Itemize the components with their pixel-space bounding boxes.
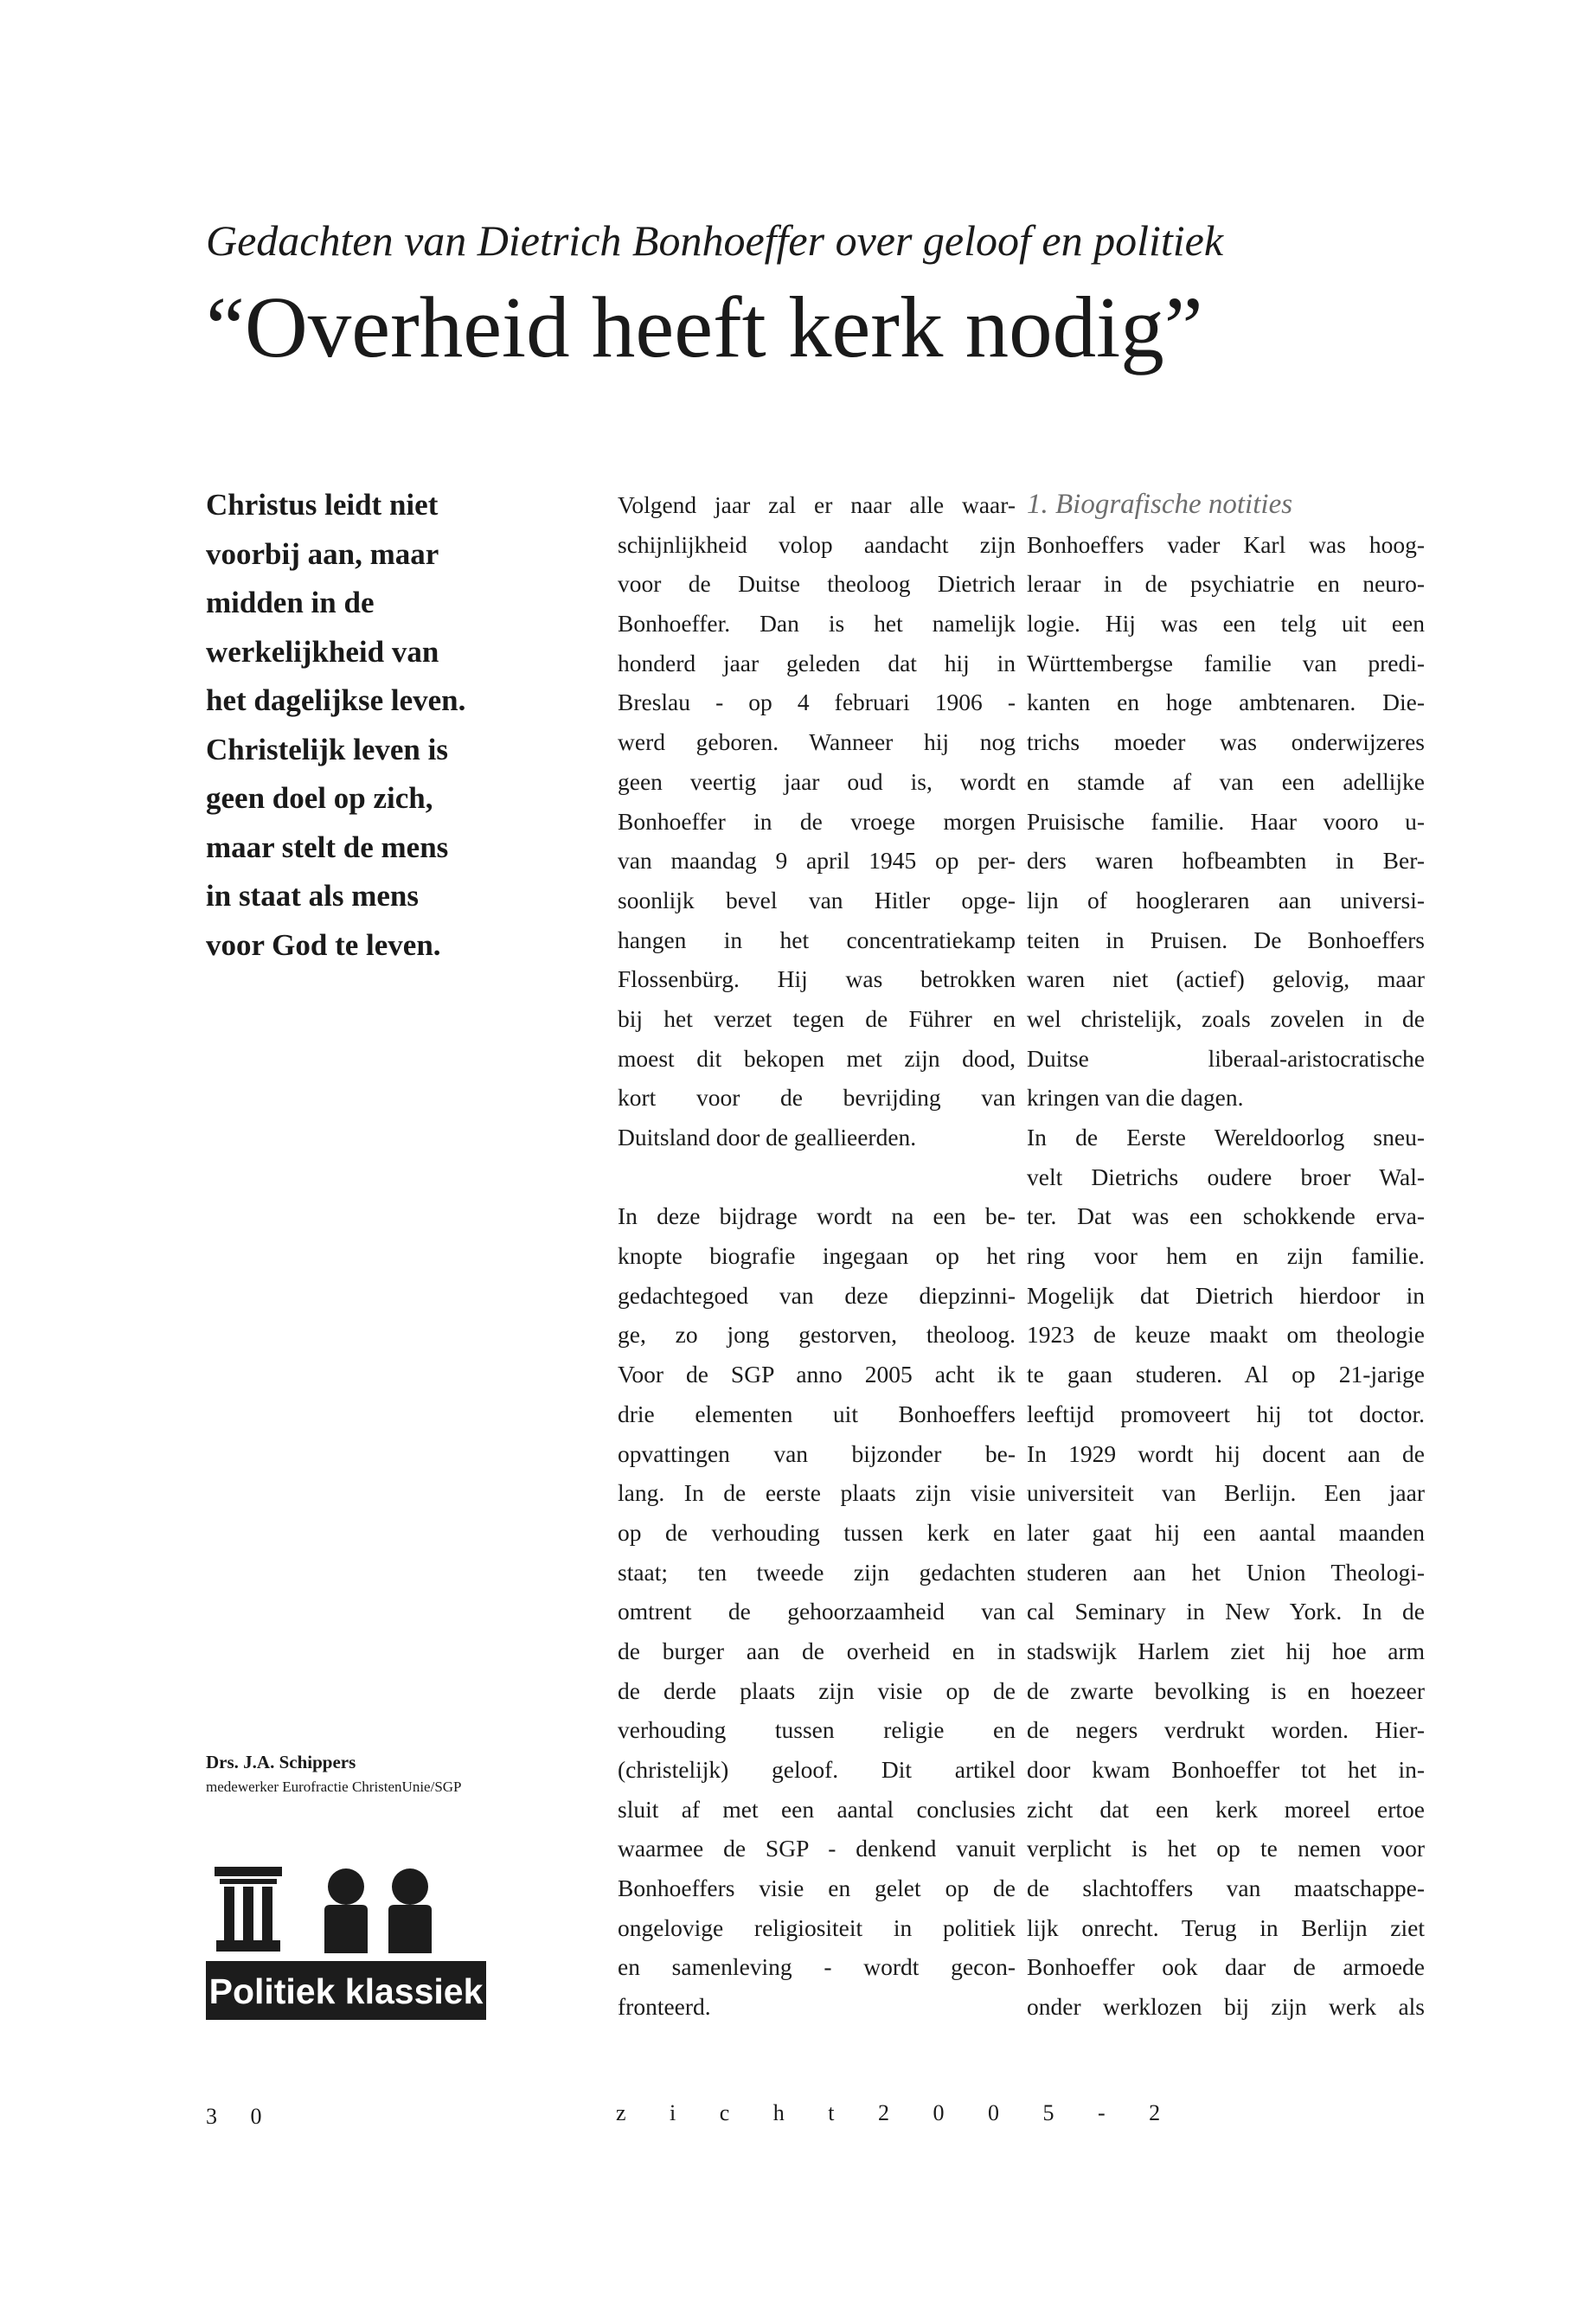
body-line: Bonhoeffers visie en gelet op de <box>618 1875 1016 1902</box>
body-line: verplicht is het op te nemen voor <box>1027 1835 1425 1862</box>
author-role: medewerker Eurofractie ChristenUnie/SGP <box>206 1779 462 1795</box>
body-line: van maandag 9 april 1945 op per- <box>618 847 1016 875</box>
body-line: geen veertig jaar oud is, wordt <box>618 767 1016 795</box>
body-line: moest dit bekopen met zijn dood, <box>618 1044 1016 1072</box>
body-line: trichs moeder was onderwijzeres <box>1027 728 1425 756</box>
pull-quote-line: geen doel op zich, <box>206 781 433 815</box>
page-number: 3 0 <box>206 2104 276 2129</box>
body-line: kanten en hoge ambtenaren. Die- <box>1027 689 1425 716</box>
body-line: Bonhoeffer ook daar de armoede <box>1027 1953 1425 1981</box>
body-line: kort voor de bevrijding van <box>618 1084 1016 1112</box>
pull-quote-line: het dagelijkse leven. <box>206 683 466 717</box>
pull-quote-line: maar stelt de mens <box>206 830 449 864</box>
body-line: Flossenbürg. Hij was betrokken <box>618 965 1016 993</box>
body-line: Bonhoeffer. Dan is het namelijk <box>618 610 1016 638</box>
paragraph-gap <box>618 1157 1016 1197</box>
body-line: voor de Duitse theoloog Dietrich <box>618 570 1016 598</box>
body-line: onder werklozen bij zijn werk als <box>1027 1993 1425 2021</box>
author-name: Drs. J.A. Schippers <box>206 1752 356 1772</box>
body-line: Pruisische familie. Haar vooro u- <box>1027 807 1425 835</box>
body-line: lijn of hoogleraren aan universi- <box>1027 886 1425 913</box>
body-line: Breslau - op 4 februari 1906 - <box>618 689 1016 716</box>
body-line: Mogelijk dat Dietrich hierdoor in <box>1027 1281 1425 1309</box>
body-line: universiteit van Berlijn. Een jaar <box>1027 1479 1425 1507</box>
pull-quote-line: voorbij aan, maar <box>206 536 439 571</box>
body-line: leeftijd promoveert hij tot doctor. <box>1027 1400 1425 1427</box>
body-line: later gaat hij een aantal maanden <box>1027 1518 1425 1546</box>
column-3 <box>1027 485 1425 2027</box>
body-line: ring voor hem en zijn familie. <box>1027 1242 1425 1270</box>
body-line: lijk onrecht. Terug in Berlijn ziet <box>1027 1913 1425 1941</box>
body-line: bij het verzet tegen de Führer en <box>618 1004 1016 1032</box>
section-heading: 1. Biografische notities <box>1027 489 1293 520</box>
body-line: drie elementen uit Bonhoeffers <box>618 1400 1016 1427</box>
pull-quote <box>206 481 569 970</box>
body-line: ter. Dat was een schokkende erva- <box>1027 1202 1425 1230</box>
body-line: hangen in het concentratiekamp <box>618 926 1016 953</box>
pull-quote-line: in staat als mens <box>206 879 419 913</box>
body-line: ge, zo jong gestorven, theoloog. <box>618 1321 1016 1349</box>
person-silhouette-icon <box>324 1868 368 1953</box>
body-line: omtrent de gehoorzaamheid van <box>618 1598 1016 1625</box>
journal-footer: z i c h t 2 0 0 5 - 2 <box>616 2100 1180 2125</box>
pull-quote-line: Christus leidt niet <box>206 488 439 522</box>
body-line: Voor de SGP anno 2005 acht ik <box>618 1361 1016 1388</box>
body-line: studeren aan het Union Theologi- <box>1027 1558 1425 1586</box>
body-line: (christelijk) geloof. Dit artikel <box>618 1756 1016 1783</box>
body-line: opvattingen van bijzonder be- <box>618 1439 1016 1467</box>
body-line: Bonhoeffers vader Karl was hoog- <box>1027 530 1425 558</box>
body-line: waarmee de SGP - denkend vanuit <box>618 1835 1016 1862</box>
body-line: verhouding tussen religie en <box>618 1716 1016 1744</box>
pull-quote-line: werkelijkheid van <box>206 634 439 669</box>
body-line: soonlijk bevel van Hitler opge- <box>618 886 1016 913</box>
body-line: logie. Hij was een telg uit een <box>1027 610 1425 638</box>
body-line: leraar in de psychiatrie en neuro- <box>1027 570 1425 598</box>
body-line: de slachtoffers van maatschappe- <box>1027 1875 1425 1902</box>
body-line: 1923 de keuze maakt om theologie <box>1027 1321 1425 1349</box>
body-line: waren niet (actief) gelovig, maar <box>1027 965 1425 993</box>
politiek-klassiek-logo <box>206 1867 486 2020</box>
body-line: de burger aan de overheid en in <box>618 1637 1016 1664</box>
pull-quote-line: voor God te leven. <box>206 927 441 962</box>
body-line: Volgend jaar zal er naar alle waar- <box>618 491 1016 518</box>
body-line: stadswijk Harlem ziet hij hoe arm <box>1027 1637 1425 1664</box>
pull-quote-line: Christelijk leven is <box>206 732 448 766</box>
body-line: In de Eerste Wereldoorlog sneu- <box>1027 1124 1425 1150</box>
body-line: Württembergse familie van predi- <box>1027 649 1425 676</box>
body-line: Bonhoeffer in de vroege morgen <box>618 807 1016 835</box>
body-line: ders waren hofbeambten in Ber- <box>1027 847 1425 875</box>
body-line: te gaan studeren. Al op 21-jarige <box>1027 1361 1425 1388</box>
body-line: gedachtegoed van deze diepzinni- <box>618 1281 1016 1309</box>
pull-quote-line: midden in de <box>206 586 375 619</box>
body-line: teiten in Pruisen. De Bonhoeffers <box>1027 926 1425 953</box>
body-line: sluit af met een aantal conclusies <box>618 1795 1016 1823</box>
article-title: “Overheid heeft kerk nodig” <box>206 279 1203 375</box>
body-line: de zwarte bevolking is en hoezeer <box>1027 1676 1425 1704</box>
body-line: op de verhouding tussen kerk en <box>618 1518 1016 1546</box>
body-line: de negers verdrukt worden. Hier- <box>1027 1716 1425 1744</box>
body-line: Duitsland door de geallieerden. <box>618 1124 917 1150</box>
person-silhouette-icon <box>388 1868 432 1953</box>
body-line: werd geboren. Wanneer hij nog <box>618 728 1016 756</box>
body-line: In 1929 wordt hij docent aan de <box>1027 1439 1425 1467</box>
body-line: Duitse liberaal-aristocratische <box>1027 1044 1425 1072</box>
body-line: kringen van die dagen. <box>1027 1084 1244 1112</box>
body-line: fronteerd. <box>618 1993 711 2021</box>
body-line: door kwam Bonhoeffer tot het in- <box>1027 1756 1425 1783</box>
logo-label: Politiek klassiek <box>208 1971 484 2011</box>
author-block <box>206 1749 569 1799</box>
body-line: honderd jaar geleden dat hij in <box>618 649 1016 676</box>
body-line: cal Seminary in New York. In de <box>1027 1598 1425 1625</box>
body-line: wel christelijk, zoals zovelen in de <box>1027 1004 1425 1032</box>
body-line: schijnlijkheid volop aandacht zijn <box>618 530 1016 558</box>
column-2 <box>618 485 1016 2027</box>
body-line: en samenleving - wordt gecon- <box>618 1953 1016 1981</box>
body-line: ongelovige religiositeit in politiek <box>618 1913 1016 1941</box>
body-line: zicht dat een kerk moreel ertoe <box>1027 1795 1425 1823</box>
body-line: In deze bijdrage wordt na een be- <box>618 1202 1016 1230</box>
body-line: velt Dietrichs oudere broer Wal- <box>1027 1163 1425 1190</box>
article-subtitle: Gedachten van Dietrich Bonhoeffer over geloof en politiek <box>206 216 1224 265</box>
pillar-temple-icon <box>215 1867 282 1952</box>
body-line: knopte biografie ingegaan op het <box>618 1242 1016 1270</box>
body-line: lang. In de eerste plaats zijn visie <box>618 1479 1016 1507</box>
body-line: en stamde af van een adellijke <box>1027 767 1425 795</box>
body-line: de derde plaats zijn visie op de <box>618 1676 1016 1704</box>
body-line: staat; ten tweede zijn gedachten <box>618 1558 1016 1586</box>
